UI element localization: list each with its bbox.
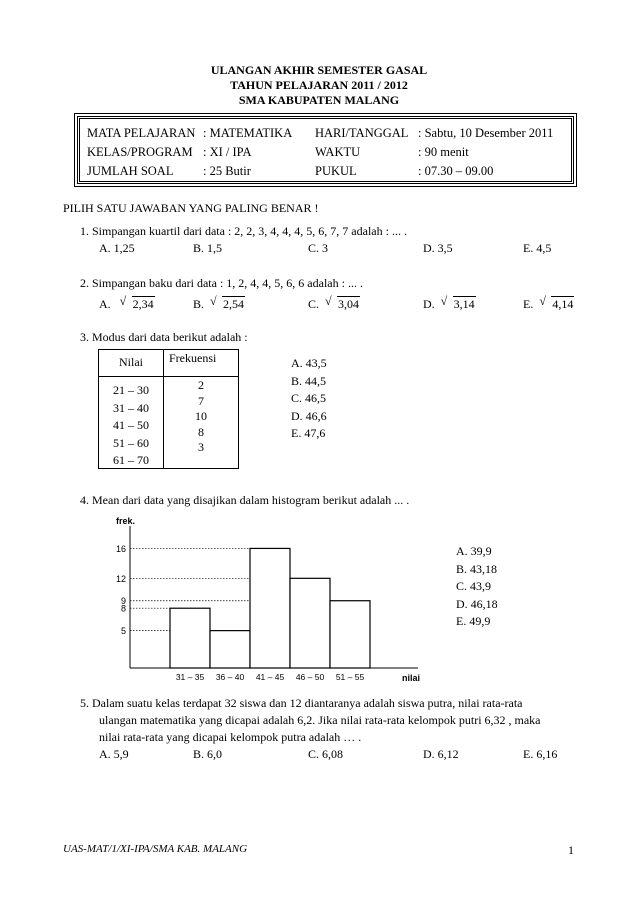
q4-options (456, 543, 498, 631)
q4-option-a: A. 39,9 (456, 544, 492, 558)
time-label: WAKTU (315, 145, 361, 159)
footer-code: UAS-MAT/1/XI-IPA/SMA KAB. MALANG (63, 843, 248, 855)
time-value: : 90 menit (418, 145, 469, 159)
q2-option-a: A. √ 2,34 (99, 294, 154, 311)
table-cell: 3 (198, 440, 204, 454)
q1-option-c: C. 3 (308, 241, 329, 255)
histogram-bar (250, 548, 290, 668)
x-tick-label: 46 – 50 (295, 672, 325, 682)
y-axis-label: frek. (116, 516, 136, 526)
q5-option-a: A. 5,9 (99, 747, 129, 761)
q3-option-c: C. 46,5 (291, 391, 327, 405)
q4-option-d: D. 46,18 (456, 596, 498, 611)
exam-year: TAHUN PELAJARAN 2011 / 2012 (230, 78, 408, 92)
table-cell: 10 (195, 409, 207, 423)
table-cell: 8 (198, 424, 204, 439)
clock-value: : 07.30 – 09.00 (418, 164, 494, 178)
q2-option-d: D. √ 3,14 (423, 294, 475, 311)
subject-value: : MATEMATIKA (203, 126, 293, 140)
table-header-line (99, 376, 238, 377)
y-tick-label: 12 (115, 573, 126, 584)
table-cell: 7 (198, 393, 204, 408)
y-tick-label: 16 (115, 543, 126, 554)
q5-option-e: E. 6,16 (523, 747, 558, 761)
q4-option-e: E. 49,9 (456, 614, 491, 628)
count-value: : 25 Butir (203, 164, 251, 178)
q3-option-d: D. 46,6 (291, 408, 327, 423)
q1-option-d: D. 3,5 (423, 241, 453, 255)
page-number: 1 (568, 843, 574, 857)
class-value: : XI / IPA (203, 145, 252, 159)
q5-option-d: D. 6,12 (423, 747, 459, 761)
histogram-bar (290, 578, 330, 668)
instruction: PILIH SATU JAWABAN YANG PALING BENAR ! (63, 201, 319, 215)
histogram-bar (330, 601, 370, 668)
nilai-column (99, 382, 163, 470)
histogram-bar (170, 608, 210, 668)
table-cell: 21 – 30 (113, 383, 149, 397)
frequency-table (98, 349, 239, 469)
q2-option-b: B. √ 2,54 (193, 294, 245, 311)
q3-option-b: B. 44,5 (291, 373, 327, 388)
question-5-line-1: 5. Dalam suatu kelas terdapat 32 siswa dan 12 diantaranya adalah siswa putra, nilai rata-rata (80, 696, 523, 710)
x-tick-label: 36 – 40 (215, 672, 245, 682)
date-value: : Sabtu, 10 Desember 2011 (418, 126, 554, 140)
x-tick-label: 31 – 35 (175, 672, 205, 682)
y-tick-label: 8 (120, 603, 126, 614)
clock-label: PUKUL (315, 164, 357, 178)
col-header-nilai: Nilai (119, 355, 143, 369)
x-axis-label: nilai (402, 673, 421, 683)
question-3: 3. Modus dari data berikut adalah : (80, 330, 248, 344)
q4-option-b: B. 43,18 (456, 561, 498, 576)
q1-option-e: E. 4,5 (523, 241, 552, 255)
table-cell: 51 – 60 (113, 435, 149, 450)
y-tick-label: 5 (120, 626, 126, 637)
x-tick-label: 41 – 45 (255, 672, 285, 682)
question-4: 4. Mean dari data yang disajikan dalam histogram berikut adalah ... . (80, 493, 410, 507)
exam-title: ULANGAN AKHIR SEMESTER GASAL (210, 63, 428, 77)
table-cell: 2 (198, 378, 204, 392)
exam-school: SMA KABUPATEN MALANG (238, 93, 400, 107)
x-tick-label: 51 – 55 (335, 672, 365, 682)
table-cell: 61 – 70 (113, 453, 149, 467)
q1-option-b: B. 1,5 (193, 241, 223, 255)
q3-options (291, 355, 327, 443)
histogram-bar (210, 631, 250, 668)
q1-option-a: A. 1,25 (99, 241, 135, 255)
subject-label: MATA PELAJARAN (87, 126, 196, 140)
q2-option-c: C. √ 3,04 (308, 294, 360, 311)
exam-info-box (77, 116, 574, 184)
question-5-line-2: ulangan matematika yang dicapai adalah 6,2. Jika nilai rata-rata kelompok putri 6,32 , maka (99, 713, 541, 727)
q5-option-c: C. 6,08 (308, 747, 344, 761)
date-label: HARI/TANGGAL (315, 126, 409, 140)
frekuensi-column (163, 378, 239, 456)
question-5-line-3: nilai rata-rata yang dicapai kelompok putra adalah … . (99, 730, 362, 744)
question-2: 2. Simpangan baku dari data : 1, 2, 4, 4, 5, 6, 6 adalah : ... . (80, 276, 363, 290)
table-cell: 41 – 50 (113, 418, 149, 432)
y-tick-label: 9 (120, 596, 126, 607)
q3-option-e: E. 47,6 (291, 426, 326, 440)
question-1: 1. Simpangan kuartil dari data : 2, 2, 3, 4, 4, 4, 5, 6, 7, 7 adalah : ... . (80, 224, 407, 238)
q2-option-e: E. √ 4,14 (523, 294, 574, 311)
col-header-frekuensi: Frekuensi (169, 351, 217, 365)
q3-option-a: A. 43,5 (291, 356, 327, 370)
class-label: KELAS/PROGRAM (87, 145, 193, 159)
q4-option-c: C. 43,9 (456, 579, 492, 593)
histogram-chart (100, 512, 440, 687)
table-cell: 31 – 40 (113, 400, 149, 415)
q5-option-b: B. 6,0 (193, 747, 223, 761)
count-label: JUMLAH SOAL (87, 164, 174, 178)
